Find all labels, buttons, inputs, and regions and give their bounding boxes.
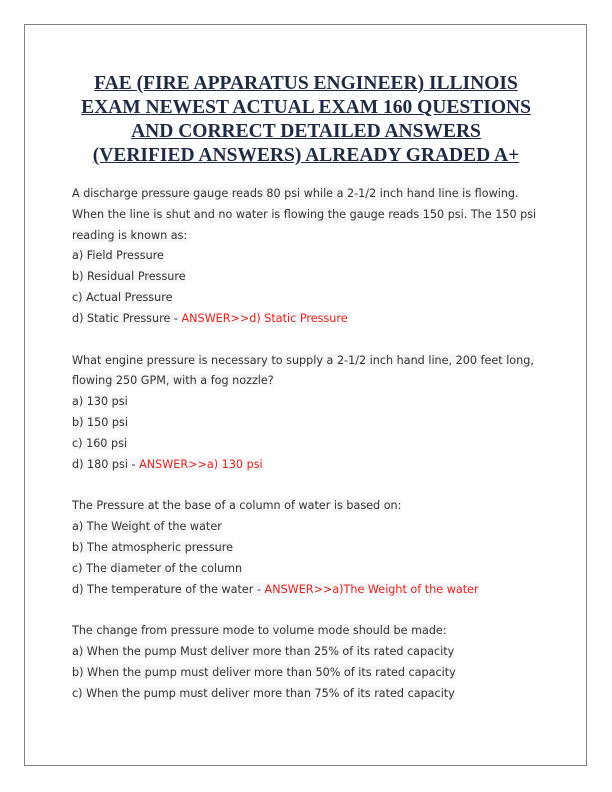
question-stem-line: flowing 250 GPM, with a fog nozzle? (72, 374, 274, 388)
question-stem-line: The Pressure at the base of a column of water is based on: (72, 499, 402, 513)
answer-text: ANSWER>>a) 130 psi (139, 457, 263, 471)
question-stem-line: reading is known as: (72, 228, 188, 242)
option-c: c) Actual Pressure (72, 290, 173, 304)
title-line: FAE (FIRE APPARATUS ENGINEER) ILLINOIS (94, 73, 518, 94)
option-b: b) The atmospheric pressure (72, 540, 234, 554)
question-stem-line: When the line is shut and no water is flowing the gauge reads 150 psi. The 150 psi (72, 207, 537, 221)
option-b: b) Residual Pressure (72, 270, 186, 284)
option-b: b) When the pump must deliver more than 50% of its rated capacity (72, 665, 456, 679)
title-line: EXAM NEWEST ACTUAL EXAM 160 QUESTIONS (81, 97, 531, 118)
option-d: d) 180 psi - ANSWER>>a) 130 psi (72, 457, 263, 471)
option-a: a) When the pump Must deliver more than 25% of its rated capacity (72, 645, 455, 659)
option-b: b) 150 psi (72, 415, 128, 429)
question-stem-line: What engine pressure is necessary to supply a 2-1/2 inch hand line, 200 feet long, (72, 353, 534, 367)
question-2 (72, 351, 542, 476)
document-title (40, 72, 572, 168)
question-list (72, 184, 542, 726)
answer-text: ANSWER>>a)The Weight of the water (264, 582, 479, 596)
option-a: a) Field Pressure (72, 249, 164, 263)
question-1 (72, 184, 542, 330)
option-d: d) Static Pressure - ANSWER>>d) Static Pressure (72, 311, 348, 325)
title-line: (VERIFIED ANSWERS) ALREADY GRADED A+ (92, 145, 520, 166)
question-stem-line: A discharge pressure gauge reads 80 psi while a 2-1/2 inch hand line is flowing. (72, 187, 519, 200)
answer-text: ANSWER>>d) Static Pressure (181, 311, 348, 325)
question-stem-line: The change from pressure mode to volume mode should be made: (72, 624, 447, 638)
option-a: a) The Weight of the water (72, 520, 222, 534)
question-4 (72, 621, 542, 704)
option-c: c) When the pump must deliver more than 75% of its rated capacity (72, 686, 455, 700)
option-c: c) 160 psi (72, 436, 128, 450)
title-line: AND CORRECT DETAILED ANSWERS (131, 121, 481, 142)
option-d: d) The temperature of the water - ANSWER>>a)The Weight of the water (72, 582, 479, 596)
option-c: c) The diameter of the column (72, 561, 243, 575)
question-3 (72, 496, 542, 600)
option-a: a) 130 psi (72, 395, 128, 409)
